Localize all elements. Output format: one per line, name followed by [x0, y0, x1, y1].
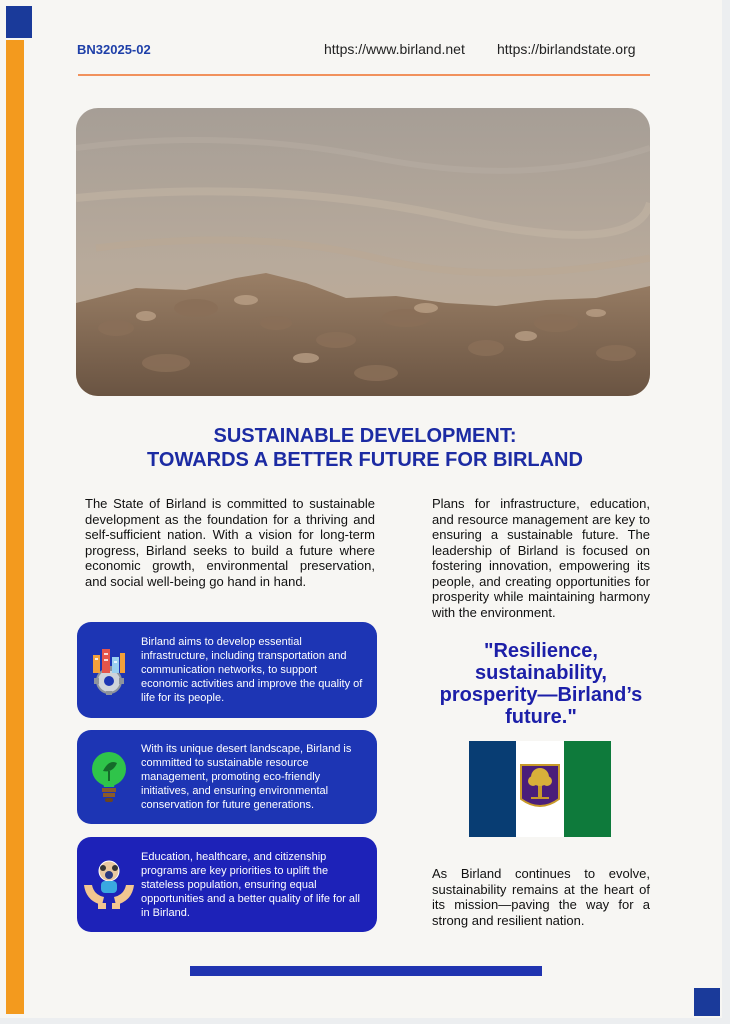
header-divider: [78, 74, 650, 76]
eco-lightbulb-icon: [77, 749, 141, 805]
document-id: BN32025-02: [77, 42, 151, 57]
corner-block-bottom-right: [694, 988, 720, 1016]
corner-block-top-left: [6, 6, 32, 38]
tree-emblem-icon: [521, 765, 559, 806]
infrastructure-card: [77, 622, 377, 718]
website-link-net[interactable]: https://www.birland.net: [324, 41, 465, 57]
social-programs-card-text: Education, healthcare, and citizenship programs are key priorities to uplift the stateless population, ensuring equal opportunities and a better quality of life for all in Birland.: [141, 850, 360, 919]
desert-landscape-photo: [76, 108, 650, 396]
resource-management-card: [77, 730, 377, 824]
birland-flag: [469, 741, 611, 837]
infrastructure-card-text: Birland aims to develop essential infrastructure, including transportation and communication networks, to support economic activities and improve the quality of life for its people.: [141, 636, 363, 704]
title-line-2: TOWARDS A BETTER FUTURE FOR BIRLAND: [147, 449, 583, 471]
intro-paragraph: The State of Birland is committed to sustainable development as the foundation for a thriving and self-sufficient nation. With a vision for long-term progress, Birland seeks to build a future where economic growth, environmental preservation, and social well-being go hand in hand.: [85, 496, 375, 589]
orange-side-bar: [6, 40, 24, 1014]
pull-quote: "Resilience, sustainability, prosperity—Birland’s future.": [439, 640, 643, 728]
social-programs-card: [77, 837, 377, 932]
closing-paragraph: As Birland continues to evolve, sustainability remains at the heart of its mission—paving the way for a strong and resilient nation.: [432, 866, 650, 928]
page-title: [80, 424, 650, 472]
caring-hands-people-icon: [77, 859, 141, 911]
infrastructure-gear-icon: [77, 645, 141, 695]
footer-bar: [190, 966, 542, 976]
website-link-org[interactable]: https://birlandstate.org: [497, 41, 636, 57]
plans-paragraph: Plans for infrastructure, education, and resource management are key to ensuring a sustainable future. The leadership of Birland is focused on fostering innovation, empowering its people, and creating opportunities for prosperity while maintaining harmony with the environment.: [432, 496, 650, 620]
resource-management-card-text: With its unique desert landscape, Birland is committed to sustainable resource management, promoting eco-friendly initiatives, and ensuring environmental conservation for future generations.: [141, 743, 352, 811]
title-line-1: SUSTAINABLE DEVELOPMENT:: [213, 425, 517, 447]
